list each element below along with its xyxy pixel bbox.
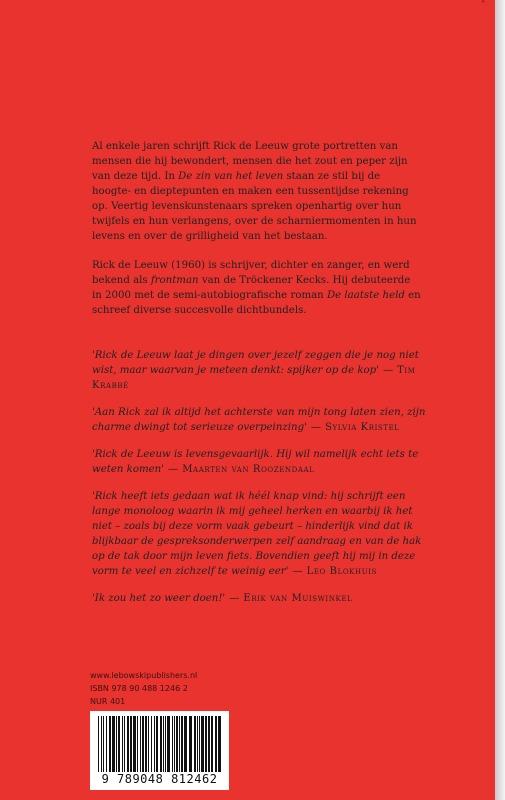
barcode-bar: [140, 716, 141, 772]
barcode-bar: [218, 716, 221, 772]
barcode-bar: [189, 716, 192, 772]
publisher-info: [90, 669, 197, 708]
barcode-bar: [167, 716, 170, 772]
barcode-bar: [106, 716, 107, 772]
barcode-bar: [199, 716, 200, 772]
quote-roozendaal: 'Rick de Leeuw is levensgevaarlijk. Hij wil namelijk echt iets te weten komen' — Maarten van Roozendaal: [92, 449, 419, 475]
barcode-bar: [172, 716, 173, 772]
barcode-bar: [160, 716, 162, 772]
barcode-bar: [124, 716, 125, 772]
quote-kristel: 'Aan Rick zal ik altijd het achterste van mijn tong laten zien, zijn charme dwingt tot serieuze overpeinzing' — Sylvia Kristel: [92, 407, 426, 433]
quote-author: Maarten van Roozendaal: [182, 464, 315, 475]
barcode-bar: [165, 716, 166, 772]
barcode-bar: [101, 716, 102, 772]
quote-muiswinkel: 'Ik zou het zo weer doen!' — Erik van Muiswinkel: [92, 593, 353, 604]
page-edge: [495, 0, 505, 800]
barcode-bar: [205, 716, 207, 772]
blurb-paragraph-2: Rick de Leeuw (1960) is schrijver, dichter en zanger, en werd bekend als frontman van de Tröckener Kecks. Hij debuteerde in 2000 met de semi-autobiografische roman De laatste held en schreef diverse succesvolle dichtbundels.: [92, 260, 421, 316]
barcode-bar: [215, 716, 217, 772]
barcode-bar: [174, 716, 175, 772]
quote-blokhuis: 'Rick heeft iets gedaan wat ik héél knap vind: hij schrijft een lange monoloog waarin ik mij geheel herken en waarbij ik het niet – zoals bij deze vorm vaak gebeurt – hinderlijk vind dat ik blijkbaar de gespreksonderwerpen zelf aandraag en van de hak op de tak door mijn leven fiets. Bovendien geeft hij mij in deze vorm te veel en zichzelf te weinig eer' — Leo Blokhuis: [92, 491, 422, 577]
blurb: [92, 139, 422, 332]
barcode-bar: [109, 716, 111, 772]
barcode-bar: [116, 716, 117, 772]
barcode-bar: [211, 716, 213, 772]
barcode-digits: 9 789048 812462: [101, 772, 218, 786]
barcode-bar: [151, 716, 152, 772]
quote-author: Leo Blokhuis: [306, 566, 377, 577]
barcode-bar: [133, 716, 136, 772]
barcode-bar: [176, 716, 178, 772]
barcode-bar: [122, 716, 123, 772]
review-quotes: [92, 348, 434, 618]
barcode-bar: [98, 716, 99, 772]
barcode-bar: [148, 716, 149, 772]
barcode-bars: [96, 716, 223, 772]
barcode-bar: [208, 716, 210, 772]
frontman-term: frontman: [150, 275, 199, 286]
barcode-bar: [181, 716, 183, 772]
barcode-bar: [112, 716, 115, 772]
barcode-bar: [163, 716, 164, 772]
quote-author: Tim Krabbé: [92, 365, 416, 391]
nur-code: NUR 401: [90, 697, 126, 706]
quote-krabbe: 'Rick de Leeuw laat je dingen over jezelf zeggen die je nog niet wist, maar waarvan je meteen denkt: spijker op de kop' — Tim Krabbé: [92, 350, 419, 391]
isbn: ISBN 978 90 488 1246 2: [90, 684, 188, 693]
quote-author: Sylvia Kristel: [325, 422, 400, 433]
barcode-bar: [154, 716, 155, 772]
barcode-bar: [103, 716, 104, 772]
quote-author: Erik van Muiswinkel: [243, 593, 353, 604]
barcode-bar: [197, 716, 198, 772]
blurb-paragraph-1: Al enkele jaren schrijft Rick de Leeuw grote portretten van mensen die hij bewondert, mensen die het zout en peper zijn van deze tijd. In De zin van het leven staan ze stil bij de hoogte- en dieptepunten en maken een tussentijdse rekening op. Veertig levenskunstenaars spreken openhartig over hun twijfels en hun verlangens, over de scharniermomenten in hun levens en over de grilligheid van het bestaan.: [92, 141, 417, 242]
barcode-bar: [137, 716, 138, 772]
publisher-url: www.lebowskipublishers.nl: [90, 671, 198, 680]
book-title-reference: De zin van het leven: [178, 171, 284, 182]
barcode-bar: [127, 716, 129, 772]
corner-mark: ˄: [481, 1, 486, 11]
barcode-bar: [194, 716, 196, 772]
barcode-bar: [179, 716, 180, 772]
barcode-bar: [156, 716, 158, 772]
barcode-bar: [201, 716, 204, 772]
barcode: [90, 711, 229, 790]
barcode-bar: [130, 716, 132, 772]
barcode-bar: [142, 716, 144, 772]
debut-novel-title: De laatste held: [326, 290, 405, 301]
barcode-bar: [145, 716, 147, 772]
barcode-bar: [184, 716, 187, 772]
barcode-bar: [118, 716, 120, 772]
